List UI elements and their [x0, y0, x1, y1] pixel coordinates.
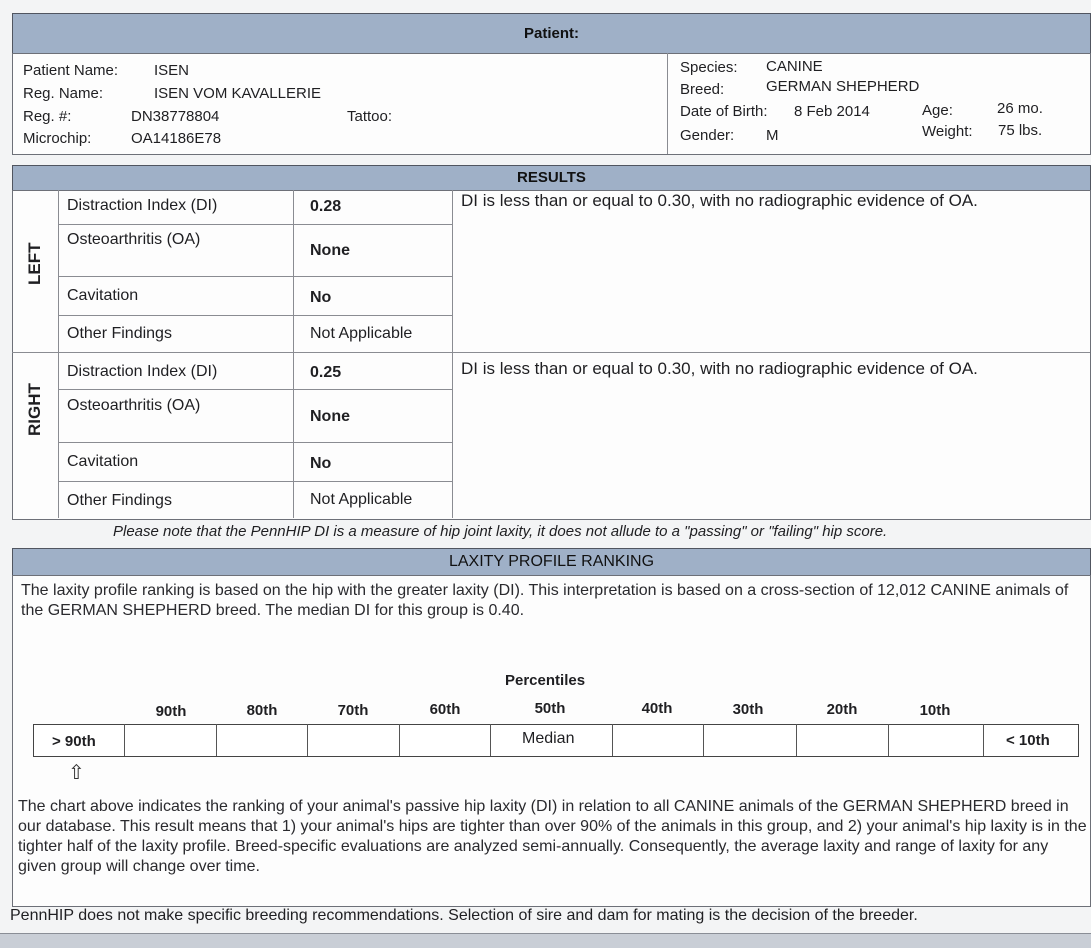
percentile-label: 30th — [732, 701, 764, 718]
results-interp-divider — [452, 190, 453, 518]
results-value-divider — [293, 190, 294, 518]
left-right-separator — [12, 352, 1090, 353]
bar-divider — [216, 724, 217, 756]
left-di-label: Distraction Index (DI) — [67, 197, 218, 214]
row-line — [58, 481, 452, 482]
microchip-value: OA14186E78 — [131, 130, 222, 147]
right-di-value: 0.25 — [310, 364, 342, 381]
reg-name-label: Reg. Name: — [23, 85, 104, 102]
bottom-strip — [0, 933, 1091, 948]
species-value: CANINE — [766, 58, 823, 75]
percentile-label: 10th — [919, 702, 951, 719]
laxity-intro: The laxity profile ranking is based on the hip with the greater laxity (DI). This interpretation is based on a cross-section of 12,012 CANINE animals of the GERMAN SHEPHERD breed. The median DI for this group is 0.40. — [21, 582, 1069, 619]
patient-name-value: ISEN — [154, 62, 190, 79]
row-line — [58, 442, 452, 443]
bar-divider — [612, 724, 613, 756]
weight-label: Weight: — [922, 123, 973, 140]
left-oa-value: None — [310, 242, 350, 259]
weight-value: 75 lbs. — [998, 122, 1043, 139]
results-side-divider — [58, 190, 59, 518]
right-interpretation: DI is less than or equal to 0.30, with no radiographic evidence of OA. — [461, 359, 978, 378]
age-value: 26 mo. — [997, 100, 1043, 117]
left-cavitation-value: No — [310, 289, 332, 306]
right-cavitation-value: No — [310, 455, 332, 472]
right-oa-label: Osteoarthritis (OA) — [67, 397, 201, 414]
gender-value: M — [766, 127, 779, 144]
row-line — [58, 315, 452, 316]
breed-label: Breed: — [680, 81, 725, 98]
right-other-value: Not Applicable — [310, 491, 413, 508]
percentile-label: 90th — [155, 703, 187, 720]
bar-divider — [703, 724, 704, 756]
percentile-label: 40th — [641, 700, 673, 717]
patient-header — [12, 13, 1091, 54]
laxity-explanation: The chart above indicates the ranking of your animal's passive hip laxity (DI) in relation to all CANINE animals of the GERMAN SHEPHERD breed in our database. This result means that 1) your animal's hips are tighter than over 90% of the animals in this group, and 2) your animal's hip laxity is in the tighter half of the laxity profile. Breed-specific evaluations are analyzed semi-annually. Consequently, the average laxity and range of laxity for any given group will change over time. — [18, 798, 1087, 875]
right-side-label: RIGHT — [25, 383, 44, 436]
species-label: Species: — [680, 59, 738, 76]
bar-less-10th: < 10th — [1006, 732, 1050, 749]
bar-divider — [124, 724, 125, 756]
right-cavitation-label: Cavitation — [67, 453, 139, 470]
dob-label: Date of Birth: — [680, 103, 768, 120]
gender-label: Gender: — [680, 127, 735, 144]
patient-name-label: Patient Name: — [23, 62, 119, 79]
age-label: Age: — [922, 102, 953, 119]
microchip-label: Microchip: — [23, 130, 92, 147]
left-oa-label: Osteoarthritis (OA) — [67, 231, 201, 248]
percentile-label: 80th — [246, 702, 278, 719]
right-oa-value: None — [310, 408, 350, 425]
percentile-label: 70th — [337, 702, 369, 719]
footer-note: PennHIP does not make specific breeding recommendations. Selection of sire and dam for mating is the decision of the breeder. — [10, 907, 918, 924]
left-cavitation-label: Cavitation — [67, 287, 139, 304]
patient-divider — [667, 53, 668, 154]
percentile-label: 60th — [429, 701, 461, 718]
right-di-label: Distraction Index (DI) — [67, 363, 218, 380]
bar-greater-90th: > 90th — [52, 733, 96, 750]
laxity-header-label: LAXITY PROFILE RANKING — [448, 553, 655, 570]
left-other-label: Other Findings — [67, 325, 172, 342]
left-interpretation: DI is less than or equal to 0.30, with no radiographic evidence of OA. — [461, 191, 978, 210]
bar-median: Median — [522, 730, 575, 747]
dob-value: 8 Feb 2014 — [794, 103, 870, 120]
left-other-value: Not Applicable — [310, 325, 413, 342]
breed-value: GERMAN SHEPHERD — [766, 78, 920, 95]
results-header — [12, 165, 1091, 191]
row-line — [58, 389, 452, 390]
percentile-label: 20th — [826, 701, 858, 718]
row-line — [58, 276, 452, 277]
reg-number-label: Reg. #: — [23, 108, 72, 125]
reg-name-value: ISEN VOM KAVALLERIE — [154, 85, 321, 102]
patient-header-label: Patient: — [523, 25, 579, 42]
results-header-label: RESULTS — [517, 169, 586, 186]
ranking-arrow-icon: ⇧ — [68, 762, 85, 784]
laxity-header — [12, 548, 1091, 576]
tattoo-label: Tattoo: — [347, 108, 393, 125]
left-side-label: LEFT — [25, 242, 44, 285]
right-other-label: Other Findings — [67, 492, 172, 509]
pennhip-note: Please note that the PennHIP DI is a measure of hip joint laxity, it does not allude to a "passing" or "failing" hip score. — [113, 523, 888, 540]
bar-divider — [490, 724, 491, 756]
row-line — [58, 224, 452, 225]
percentiles-title: Percentiles — [505, 672, 586, 689]
percentile-label: 50th — [534, 700, 566, 717]
bar-divider — [796, 724, 797, 756]
left-di-value: 0.28 — [310, 198, 342, 215]
bar-divider — [983, 724, 984, 756]
bar-divider — [307, 724, 308, 756]
bar-divider — [888, 724, 889, 756]
bar-divider — [399, 724, 400, 756]
reg-number-value: DN38778804 — [131, 108, 220, 125]
